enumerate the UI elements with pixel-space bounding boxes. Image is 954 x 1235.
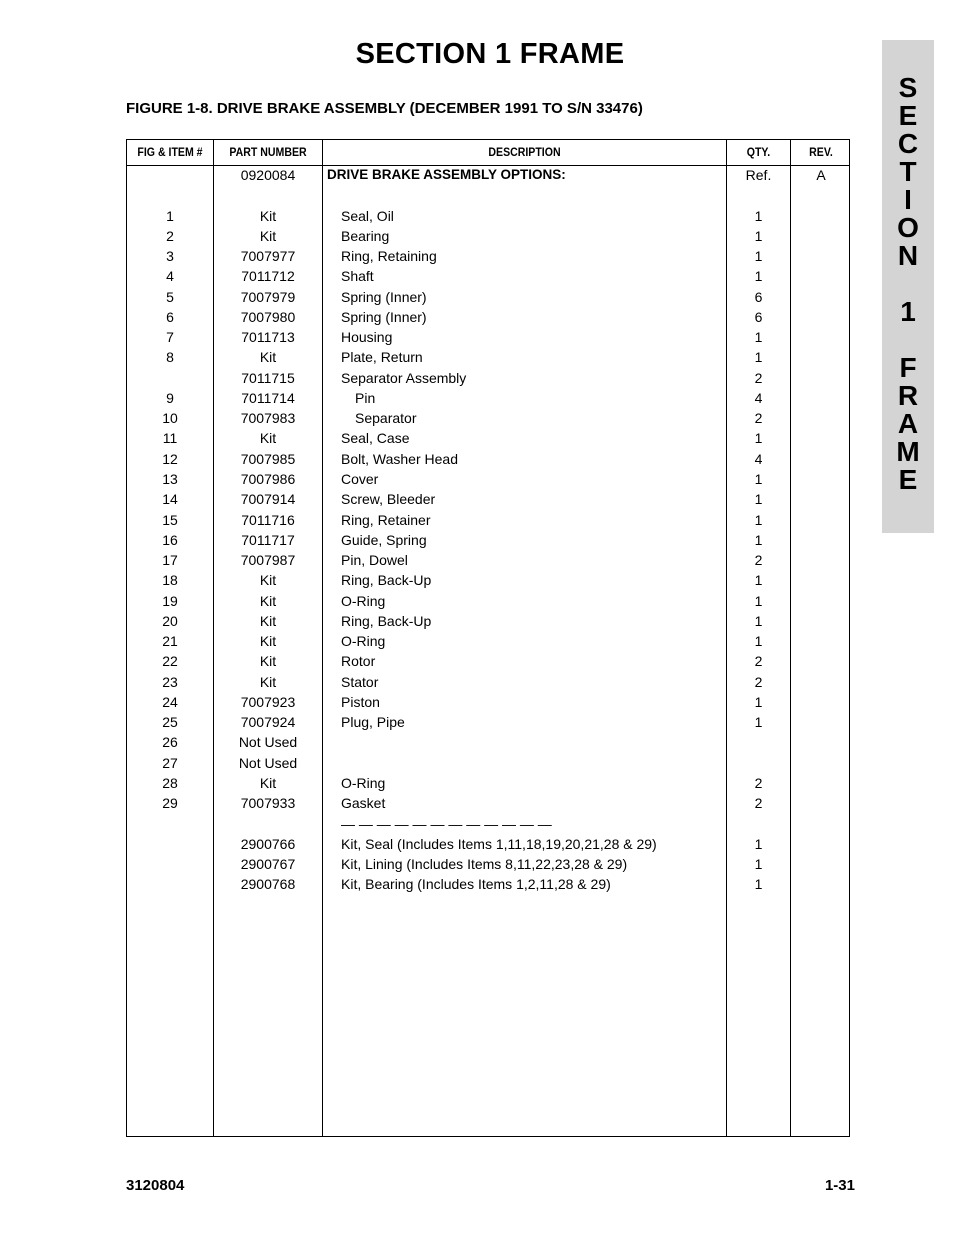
description-cell: Ring, Retaining bbox=[341, 248, 437, 265]
table-row bbox=[127, 836, 849, 856]
item-number-cell: 7 bbox=[166, 329, 174, 346]
table-body bbox=[127, 167, 849, 897]
quantity-cell: 2 bbox=[754, 369, 763, 386]
description-cell: Bearing bbox=[341, 227, 390, 244]
header-rev: REV. bbox=[809, 145, 833, 159]
item-number-cell: 11 bbox=[162, 430, 178, 447]
table-row bbox=[127, 349, 849, 369]
description-cell: Spring (Inner) bbox=[341, 308, 427, 325]
item-number-cell: 15 bbox=[162, 511, 178, 528]
part-number-cell: Not Used bbox=[238, 734, 298, 751]
quantity-cell: 1 bbox=[754, 511, 763, 528]
description-cell: Plate, Return bbox=[341, 349, 423, 366]
table-row bbox=[127, 572, 849, 592]
table-row bbox=[127, 755, 849, 775]
side-tab-letter bbox=[882, 270, 934, 298]
item-number-cell: 21 bbox=[162, 633, 178, 650]
description-cell: Seal, Oil bbox=[341, 207, 394, 224]
table-row bbox=[127, 816, 849, 836]
quantity-cell: 1 bbox=[754, 329, 763, 346]
table-row bbox=[127, 228, 849, 248]
table-row bbox=[127, 694, 849, 714]
item-number-cell: 5 bbox=[166, 288, 174, 305]
table-row bbox=[127, 390, 849, 410]
table-row bbox=[127, 674, 849, 694]
header-fig-item: FIG & ITEM # bbox=[137, 145, 203, 159]
part-number-cell: 7007979 bbox=[240, 288, 296, 305]
item-number-cell: 1 bbox=[166, 207, 174, 224]
quantity-cell: 6 bbox=[754, 308, 763, 325]
part-number-cell: Kit bbox=[259, 430, 277, 447]
part-number-cell: 7007986 bbox=[240, 470, 296, 487]
item-number-cell: 3 bbox=[166, 248, 174, 265]
part-number-cell: Kit bbox=[259, 207, 277, 224]
part-number-cell: Kit bbox=[259, 572, 277, 589]
side-tab-letter: I bbox=[904, 184, 912, 215]
description-cell: Separator bbox=[355, 410, 417, 427]
item-number-cell: 27 bbox=[162, 754, 178, 771]
item-number-cell: 24 bbox=[162, 693, 178, 710]
part-number-cell: 7007933 bbox=[240, 795, 296, 812]
part-number-cell: 7007923 bbox=[240, 693, 296, 710]
quantity-cell: 1 bbox=[754, 633, 763, 650]
item-number-cell: 26 bbox=[162, 734, 178, 751]
part-number-cell: 7011716 bbox=[241, 511, 295, 528]
description-cell: O-Ring bbox=[341, 592, 386, 609]
item-number-cell: 8 bbox=[166, 349, 174, 366]
quantity-cell: 2 bbox=[754, 774, 763, 791]
table-row bbox=[127, 734, 849, 754]
quantity-cell: 1 bbox=[754, 876, 763, 893]
quantity-cell: 1 bbox=[754, 714, 763, 731]
description-cell: Rotor bbox=[341, 653, 376, 670]
quantity-cell: 2 bbox=[754, 552, 763, 569]
side-tab-letter: R bbox=[897, 380, 919, 411]
part-number-cell: Kit bbox=[259, 633, 277, 650]
description-cell: Shaft bbox=[341, 268, 374, 285]
side-tab-letter: A bbox=[897, 408, 919, 439]
item-number-cell: 10 bbox=[162, 410, 178, 427]
part-number-cell: Kit bbox=[259, 673, 277, 690]
quantity-cell: 2 bbox=[754, 673, 763, 690]
quantity-cell: 1 bbox=[754, 470, 763, 487]
quantity-cell: 2 bbox=[754, 410, 763, 427]
side-tab-letter: F bbox=[899, 352, 917, 383]
side-tab-letter: C bbox=[897, 128, 919, 159]
item-number-cell: 6 bbox=[166, 308, 174, 325]
part-number-cell: Kit bbox=[259, 227, 277, 244]
item-number-cell: 20 bbox=[162, 612, 178, 629]
quantity-cell: 1 bbox=[754, 349, 763, 366]
description-cell: Kit, Bearing (Includes Items 1,2,11,28 & 29) bbox=[341, 876, 611, 893]
table-row bbox=[127, 430, 849, 450]
part-number-cell: 2900766 bbox=[240, 835, 296, 852]
item-number-cell: 28 bbox=[162, 774, 178, 791]
quantity-cell: 1 bbox=[754, 572, 763, 589]
part-number-cell: 0920084 bbox=[240, 167, 296, 183]
description-cell: Kit, Lining (Includes Items 8,11,22,23,28 & 29) bbox=[341, 856, 628, 873]
description-cell: O-Ring bbox=[341, 633, 386, 650]
item-number-cell: 16 bbox=[162, 531, 178, 548]
document-number: 3120804 bbox=[126, 1177, 185, 1194]
part-number-cell: Kit bbox=[259, 612, 277, 629]
description-cell: Ring, Back-Up bbox=[341, 572, 432, 589]
table-row bbox=[127, 329, 849, 349]
part-number-cell: 7007983 bbox=[240, 410, 296, 427]
table-row bbox=[127, 795, 849, 815]
quantity-cell: 1 bbox=[754, 491, 763, 508]
side-tab-letter bbox=[882, 326, 934, 354]
part-number-cell: Kit bbox=[259, 774, 277, 791]
quantity-cell: 1 bbox=[754, 207, 763, 224]
table-row bbox=[127, 187, 849, 207]
side-tab-letters bbox=[882, 74, 934, 494]
item-number-cell: 25 bbox=[162, 714, 178, 731]
description-cell: Screw, Bleeder bbox=[341, 491, 436, 508]
item-number-cell: 12 bbox=[162, 450, 178, 467]
table-row bbox=[127, 491, 849, 511]
quantity-cell: 4 bbox=[754, 389, 763, 406]
description-cell: Housing bbox=[341, 329, 393, 346]
part-number-cell: 7011717 bbox=[241, 531, 295, 548]
item-number-cell: 19 bbox=[162, 592, 178, 609]
side-tab-letter: E bbox=[898, 100, 918, 131]
description-cell: Pin bbox=[355, 389, 376, 406]
page-number: 1-31 bbox=[824, 1177, 855, 1194]
header-divider bbox=[127, 165, 849, 166]
description-cell: Piston bbox=[341, 693, 380, 710]
table-row bbox=[127, 876, 849, 896]
part-number-cell: 7007985 bbox=[240, 450, 296, 467]
section-side-tab bbox=[882, 40, 934, 533]
description-cell: Seal, Case bbox=[341, 430, 410, 447]
quantity-cell: 2 bbox=[754, 795, 763, 812]
quantity-cell: 1 bbox=[754, 248, 763, 265]
part-number-cell: 7011715 bbox=[241, 369, 295, 386]
description-cell: Stator bbox=[341, 673, 379, 690]
table-row bbox=[127, 268, 849, 288]
table-row bbox=[127, 653, 849, 673]
item-number-cell: 29 bbox=[162, 795, 178, 812]
part-number-cell: 2900767 bbox=[240, 856, 296, 873]
table-row bbox=[127, 167, 849, 187]
item-number-cell: 18 bbox=[162, 572, 178, 589]
quantity-cell: 1 bbox=[754, 592, 763, 609]
item-number-cell: 14 bbox=[162, 491, 178, 508]
quantity-cell: 1 bbox=[754, 693, 763, 710]
table-row bbox=[127, 593, 849, 613]
item-number-cell: 2 bbox=[166, 227, 174, 244]
table-row bbox=[127, 248, 849, 268]
part-number-cell: 7007924 bbox=[240, 714, 296, 731]
table-row bbox=[127, 512, 849, 532]
item-number-cell: 23 bbox=[162, 673, 178, 690]
side-tab-letter: O bbox=[897, 212, 919, 243]
part-number-cell: Kit bbox=[259, 349, 277, 366]
part-number-cell: 2900768 bbox=[240, 876, 296, 893]
part-number-cell: 7007987 bbox=[240, 552, 296, 569]
side-tab-letter: S bbox=[898, 72, 918, 103]
description-cell: Ring, Retainer bbox=[341, 511, 431, 528]
table-row bbox=[127, 370, 849, 390]
figure-title: FIGURE 1-8. DRIVE BRAKE ASSEMBLY (DECEMBER 1991 TO S/N 33476) bbox=[126, 100, 643, 117]
table-row bbox=[127, 309, 849, 329]
description-cell: Ring, Back-Up bbox=[341, 612, 432, 629]
section-title: SECTION 1 FRAME bbox=[355, 38, 625, 70]
table-row bbox=[127, 410, 849, 430]
description-cell: Gasket bbox=[341, 795, 386, 812]
quantity-cell: Ref. bbox=[745, 167, 772, 183]
description-cell: Pin, Dowel bbox=[341, 552, 408, 569]
quantity-cell: 4 bbox=[754, 450, 763, 467]
quantity-cell: 1 bbox=[754, 856, 763, 873]
description-cell: Guide, Spring bbox=[341, 531, 427, 548]
table-row bbox=[127, 532, 849, 552]
item-number-cell: 4 bbox=[166, 268, 174, 285]
description-cell: Separator Assembly bbox=[341, 369, 467, 386]
item-number-cell: 9 bbox=[166, 389, 174, 406]
item-number-cell: 22 bbox=[162, 653, 178, 670]
revision-cell: A bbox=[816, 167, 826, 183]
quantity-cell: 1 bbox=[754, 835, 763, 852]
part-number-cell: 7007980 bbox=[240, 308, 296, 325]
part-number-cell: 7011712 bbox=[241, 268, 295, 285]
header-description: DESCRIPTION bbox=[488, 145, 561, 159]
table-row bbox=[127, 451, 849, 471]
quantity-cell: 1 bbox=[754, 612, 763, 629]
quantity-cell: 1 bbox=[754, 268, 763, 285]
table-row bbox=[127, 471, 849, 491]
quantity-cell: 6 bbox=[754, 288, 763, 305]
table-row bbox=[127, 633, 849, 653]
quantity-cell: 1 bbox=[754, 430, 763, 447]
table-row bbox=[127, 775, 849, 795]
table-row bbox=[127, 552, 849, 572]
part-number-cell: 7011714 bbox=[241, 389, 295, 406]
side-tab-letter: N bbox=[897, 240, 919, 271]
side-tab-letter: 1 bbox=[900, 296, 916, 327]
description-cell: O-Ring bbox=[341, 774, 386, 791]
quantity-cell: 1 bbox=[754, 531, 763, 548]
header-qty: QTY. bbox=[746, 145, 771, 159]
table-row bbox=[127, 714, 849, 734]
side-tab-letter: E bbox=[898, 464, 918, 495]
quantity-cell: 2 bbox=[754, 653, 763, 670]
header-part-number: PART NUMBER bbox=[229, 145, 307, 159]
part-number-cell: 7011713 bbox=[241, 329, 295, 346]
part-number-cell: 7007977 bbox=[240, 248, 296, 265]
table-row bbox=[127, 289, 849, 309]
table-row bbox=[127, 856, 849, 876]
part-number-cell: 7007914 bbox=[240, 491, 296, 508]
quantity-cell: 1 bbox=[754, 227, 763, 244]
part-number-cell: Kit bbox=[259, 592, 277, 609]
description-cell: Plug, Pipe bbox=[341, 714, 405, 731]
table-row bbox=[127, 613, 849, 633]
part-number-cell: Kit bbox=[259, 653, 277, 670]
description-cell: — — — — — — — — — — — — bbox=[341, 815, 552, 832]
description-cell: Bolt, Washer Head bbox=[341, 450, 458, 467]
description-cell: Kit, Seal (Includes Items 1,11,18,19,20,21,28 & 29) bbox=[341, 835, 657, 852]
description-cell: DRIVE BRAKE ASSEMBLY OPTIONS: bbox=[327, 167, 566, 182]
item-number-cell: 17 bbox=[162, 552, 178, 569]
parts-table bbox=[126, 139, 850, 1137]
description-cell: Spring (Inner) bbox=[341, 288, 427, 305]
side-tab-letter: T bbox=[899, 156, 917, 187]
item-number-cell: 13 bbox=[162, 470, 178, 487]
side-tab-letter: M bbox=[896, 436, 920, 467]
table-row bbox=[127, 208, 849, 228]
part-number-cell: Not Used bbox=[238, 754, 298, 771]
description-cell: Cover bbox=[341, 470, 379, 487]
